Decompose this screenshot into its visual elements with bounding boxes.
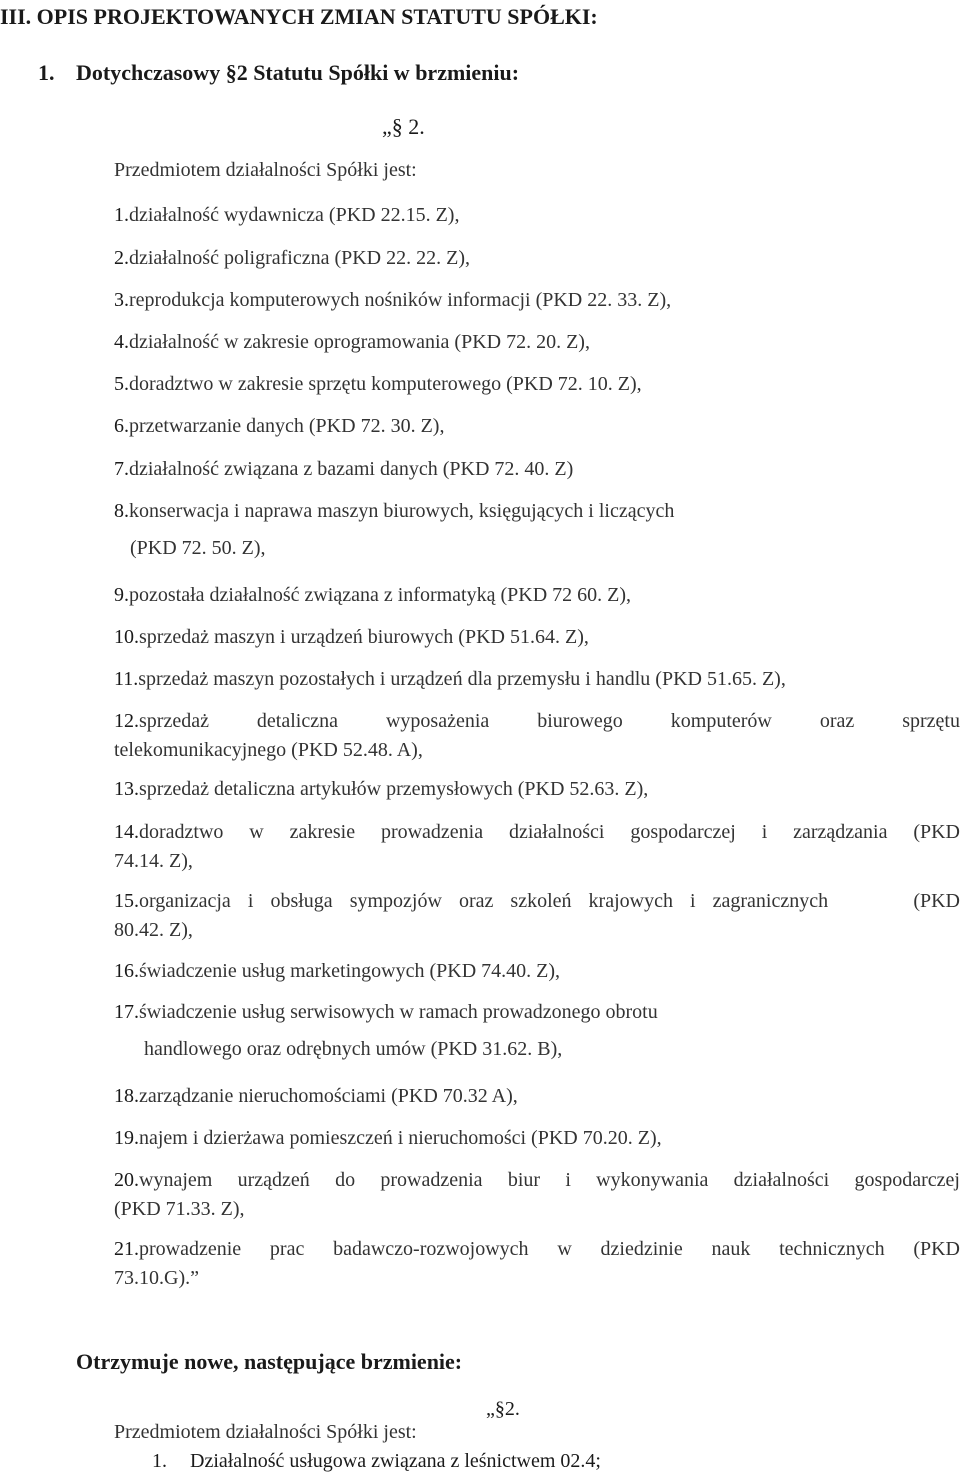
list-item-text: sprzedaż detaliczna artykułów przemysłowych (PKD 52.63. Z), [139,778,649,800]
list-item [114,581,960,610]
list-item-number: 3. [114,289,129,311]
list-item-text: reprodukcja komputerowych nośników informacji (PKD 22. 33. Z), [129,289,672,311]
list-item [114,998,960,1064]
list-item-number: 15. [114,890,139,912]
list-item-number: 9. [114,584,129,606]
list-item-continuation: handlowego oraz odrębnych umów (PKD 31.62. B), [144,1038,563,1060]
list-item [114,957,960,986]
list-item [114,665,960,694]
list-item-number: 6. [114,415,129,437]
list-item-number: 10. [114,626,139,648]
list-item-text: działalność poligraficzna (PKD 22. 22. Z), [129,247,471,269]
section-heading: III. OPIS PROJEKTOWANYCH ZMIAN STATUTU SPÓŁKI: [0,4,598,29]
new-paragraph-sign: „§2. [486,1398,520,1420]
list-item-number: 20. [114,1169,139,1191]
list-item [114,455,960,484]
list-item-text: doradztwo w zakresie prowadzenia działalności gospodarczej i zarządzania (PKD [139,821,960,843]
list-item-number: 19. [114,1127,139,1149]
list-item [114,1124,960,1153]
list-item-number: 14. [114,821,139,843]
list-item-line2: (PKD 71.33. Z), [114,1198,245,1220]
list-item-text: świadczenie usług serwisowych w ramach prowadzonego obrotu [139,1001,658,1023]
list-item [114,1166,960,1224]
list-item-line2: telekomunikacyjnego (PKD 52.48. A), [114,739,423,761]
list-item-number: 18. [114,1085,139,1107]
list-item-text: przetwarzanie danych (PKD 72. 30. Z), [129,415,445,437]
list-item-number: 8. [114,500,129,522]
list-item-number: 12. [114,710,139,732]
new-intro-text: Przedmiotem działalności Spółki jest: [114,1421,417,1443]
list-item-text: wynajem urządzeń do prowadzenia biur i wykonywania działalności gospodarczej [139,1169,960,1191]
subheading-number: 1. [38,60,55,85]
list-item-text: sprzedaż detaliczna wyposażenia biurowego komputerów oraz sprzętu [139,710,960,732]
list-item-line2: 74.14. Z), [114,850,193,872]
list-item-text: prowadzenie prac badawczo-rozwojowych w dziedzinie nauk technicznych (PKD [139,1238,960,1260]
list-item-text: świadczenie usług marketingowych (PKD 74.40. Z), [139,960,561,982]
list-item [114,328,960,357]
new-list-item [152,1450,601,1473]
list-item [114,775,960,804]
list-item-text: doradztwo w zakresie sprzętu komputerowego (PKD 72. 10. Z), [129,373,642,395]
list-item-number: 21. [114,1238,139,1260]
old-intro-text: Przedmiotem działalności Spółki jest: [114,159,417,181]
subheading-text: Dotychczasowy §2 Statutu Spółki w brzmieniu: [76,60,520,85]
list-item-number: 7. [114,458,129,480]
list-item-text: pozostała działalność związana z informatyką (PKD 72 60. Z), [129,584,632,606]
list-item-text: działalność związana z bazami danych (PKD 72. 40. Z) [129,458,574,480]
list-item [114,623,960,652]
new-list-item-number: 1. [152,1450,167,1472]
new-wording-heading: Otrzymuje nowe, następujące brzmienie: [76,1349,463,1374]
list-item-number: 5. [114,373,129,395]
list-item-line2: 73.10.G).” [114,1267,199,1289]
list-item-text: działalność w zakresie oprogramowania (PKD 72. 20. Z), [129,331,590,353]
list-item-text: działalność wydawnicza (PKD 22.15. Z), [129,204,460,226]
list-item-number: 1. [114,204,129,226]
list-item-number: 13. [114,778,139,800]
list-item-number: 17. [114,1001,139,1023]
list-item-text: najem i dzierżawa pomieszczeń i nieruchomości (PKD 70.20. Z), [139,1127,662,1149]
subheading [38,60,519,86]
list-item-text: zarządzanie nieruchomościami (PKD 70.32 A), [139,1085,518,1107]
list-item-text: sprzedaż maszyn pozostałych i urządzeń dla przemysłu i handlu (PKD 51.65. Z), [138,668,786,690]
list-item-text: konserwacja i naprawa maszyn biurowych, księgujących i liczących [129,500,675,522]
list-item [114,412,960,441]
list-item [114,707,960,765]
list-item-number: 2. [114,247,129,269]
list-item [114,1235,960,1293]
list-item [114,887,960,945]
new-list-item-text: Działalność usługowa związana z leśnictwem 02.4; [190,1450,601,1472]
list-item [114,497,960,563]
list-item-line2: 80.42. Z), [114,919,193,941]
list-item [114,201,960,230]
list-item [114,370,960,399]
list-item-number: 4. [114,331,129,353]
list-item-number: 16. [114,960,139,982]
list-item [114,1082,960,1111]
list-item-text: sprzedaż maszyn i urządzeń biurowych (PKD 51.64. Z), [139,626,589,648]
list-item-number: 11. [114,668,139,690]
list-item-text: organizacja i obsługa sympozjów oraz szkoleń krajowych i zagranicznych (PKD [139,890,960,912]
list-item [114,244,960,273]
list-item [114,286,960,315]
list-item [114,818,960,876]
old-paragraph-sign: „§ 2. [382,114,425,139]
list-item-continuation: (PKD 72. 50. Z), [130,537,266,559]
